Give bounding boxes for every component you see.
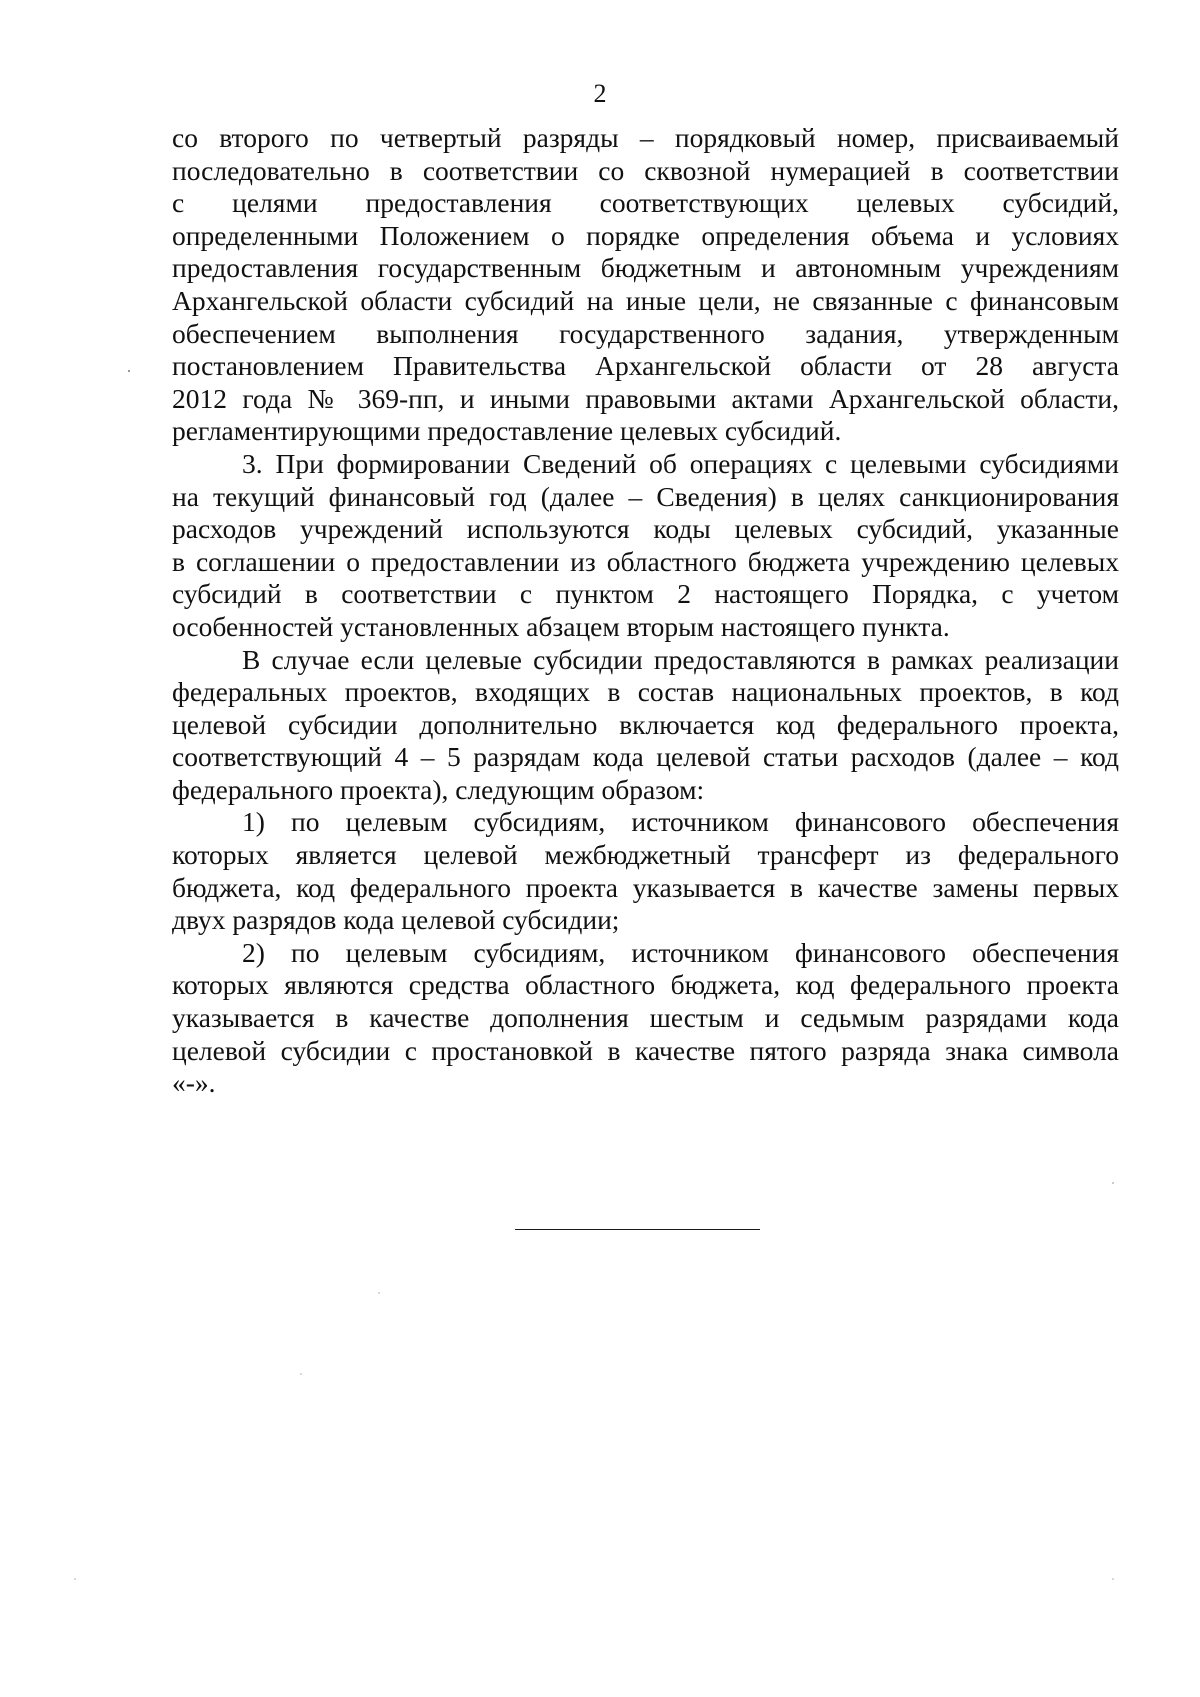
scan-speck bbox=[1112, 1578, 1114, 1580]
scan-speck bbox=[74, 1578, 76, 1580]
text-line: обеспечением выполнения государственного задания, утвержденным bbox=[172, 317, 1119, 349]
text-line: особенностей установленных абзацем вторым настоящего пункта. bbox=[172, 610, 950, 642]
text-line: федерального проекта), следующим образом: bbox=[172, 773, 705, 805]
text-line: которых является целевой межбюджетный трансферт из федерального bbox=[172, 839, 1119, 871]
text-line: регламентирующими предоставление целевых субсидий. bbox=[172, 415, 842, 447]
text-line: в соглашении о предоставлении из областного бюджета учреждению целевых bbox=[172, 545, 1119, 577]
scan-speck bbox=[300, 1373, 302, 1375]
text-line: 1) по целевым субсидиям, источником финансового обеспечения bbox=[242, 806, 1119, 838]
paragraph-3 bbox=[172, 644, 1119, 807]
paragraph-4 bbox=[172, 806, 1119, 936]
end-separator-line bbox=[515, 1229, 760, 1230]
page-number: 2 bbox=[593, 79, 607, 108]
scan-speck bbox=[378, 1292, 380, 1294]
paragraph-2 bbox=[172, 448, 1119, 644]
document-body bbox=[172, 122, 1119, 1100]
text-line: соответствующий 4 – 5 разрядам кода целевой статьи расходов (далее – код bbox=[172, 741, 1119, 773]
text-line: определенными Положением о порядке определения объема и условиях bbox=[172, 219, 1119, 251]
text-line: которых являются средства областного бюджета, код федерального проекта bbox=[172, 969, 1119, 1001]
text-line: двух разрядов кода целевой субсидии; bbox=[172, 904, 620, 936]
text-line: целевой субсидии дополнительно включается код федерального проекта, bbox=[172, 708, 1119, 740]
text-line: 2) по целевым субсидиям, источником финансового обеспечения bbox=[242, 936, 1119, 968]
text-line: указывается в качестве дополнения шестым и седьмым разрядами кода bbox=[172, 1002, 1119, 1034]
text-line: «-». bbox=[172, 1067, 216, 1099]
text-line: 2012 года № 369-пп, и иными правовыми актами Архангельской области, bbox=[172, 382, 1119, 414]
scan-speck bbox=[128, 370, 130, 372]
text-line: федеральных проектов, входящих в состав национальных проектов, в код bbox=[172, 676, 1119, 708]
paragraph-5 bbox=[172, 937, 1119, 1100]
paragraph-1 bbox=[172, 122, 1119, 448]
scan-speck bbox=[1112, 1182, 1114, 1184]
text-line: В случае если целевые субсидии предоставляются в рамках реализации bbox=[242, 643, 1119, 675]
text-line: целевой субсидии с простановкой в качестве пятого разряда знака символа bbox=[172, 1034, 1119, 1066]
text-line: со второго по четвертый разряды – порядковый номер, присваиваемый bbox=[172, 122, 1119, 153]
text-line: субсидий в соответствии с пунктом 2 настоящего Порядка, с учетом bbox=[172, 578, 1119, 610]
text-line: на текущий финансовый год (далее – Сведения) в целях санкционирования bbox=[172, 480, 1119, 512]
text-line: бюджета, код федерального проекта указывается в качестве замены первых bbox=[172, 871, 1119, 903]
text-line: предоставления государственным бюджетным и автономным учреждениям bbox=[172, 252, 1119, 284]
text-line: расходов учреждений используются коды целевых субсидий, указанные bbox=[172, 513, 1119, 545]
text-line: с целями предоставления соответствующих целевых субсидий, bbox=[172, 187, 1119, 219]
text-line: последовательно в соответствии со сквозной нумерацией в соответствии bbox=[172, 154, 1119, 186]
text-line: постановлением Правительства Архангельской области от 28 августа bbox=[172, 350, 1119, 382]
text-line: 3. При формировании Сведений об операциях с целевыми субсидиями bbox=[242, 447, 1119, 479]
text-line: Архангельской области субсидий на иные цели, не связанные с финансовым bbox=[172, 284, 1119, 316]
